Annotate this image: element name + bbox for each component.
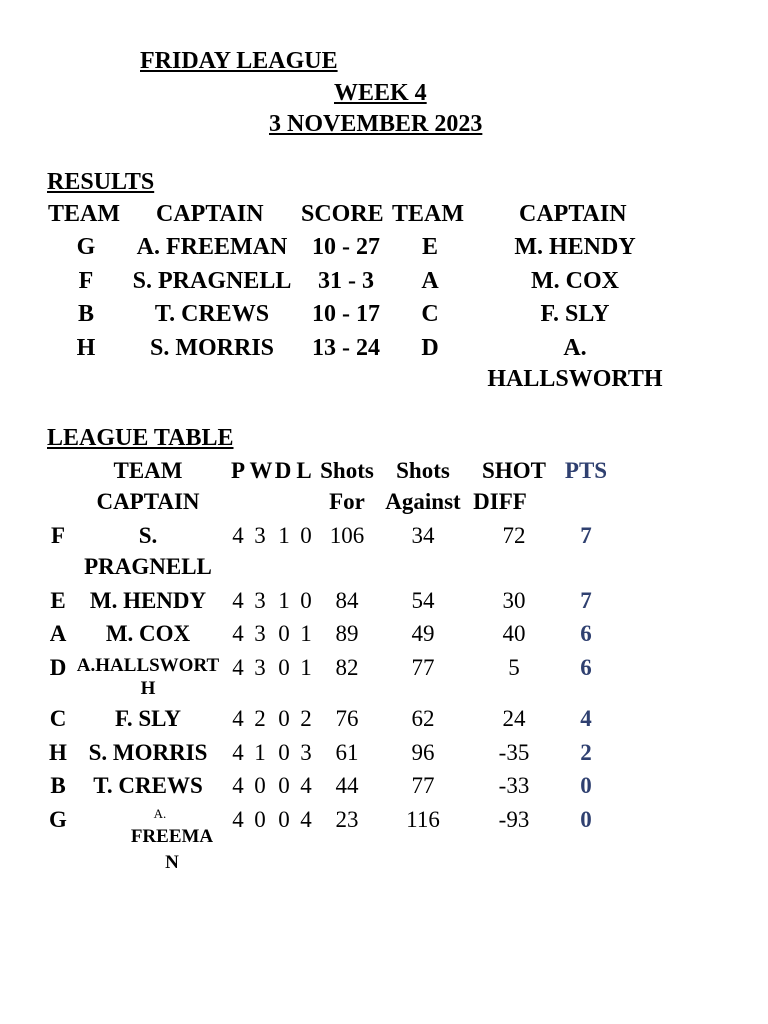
lt-shots-for: 84 [335, 588, 359, 613]
lt-shot-diff: 40 [502, 621, 526, 646]
lt-team: G [49, 807, 67, 832]
lt-col-captain: CAPTAIN [96, 489, 200, 514]
lt-team: B [50, 773, 66, 798]
lt-col-w: W [249, 458, 273, 483]
lt-col-l: L [296, 458, 312, 483]
lt-captain: F. SLY [114, 706, 182, 731]
lt-l: 3 [300, 740, 312, 765]
results-score: 10 - 17 [312, 301, 380, 327]
lt-l: 4 [300, 773, 312, 798]
lt-p: 4 [232, 588, 244, 613]
results-captain2-line2: HALLSWORTH [487, 366, 663, 392]
lt-p: 4 [232, 706, 244, 731]
results-col-team1: TEAM [48, 201, 120, 227]
results-captain2: F. SLY [540, 301, 610, 327]
lt-w: 3 [254, 588, 266, 613]
lt-col-shot-diff: SHOT [482, 458, 546, 483]
results-score: 13 - 24 [312, 335, 380, 361]
lt-pts: 6 [580, 621, 592, 646]
results-team1: H [76, 335, 96, 361]
results-col-team2: TEAM [392, 201, 464, 227]
lt-l: 4 [300, 807, 312, 832]
lt-shot-diff: 72 [502, 523, 526, 548]
lt-w: 0 [254, 807, 266, 832]
results-score: 31 - 3 [318, 268, 374, 294]
lt-w: 2 [254, 706, 266, 731]
results-captain1: A. FREEMAN [136, 234, 288, 260]
lt-w: 3 [254, 523, 266, 548]
lt-col-shots-against-2: Against [385, 489, 461, 514]
lt-p: 4 [232, 655, 244, 680]
lt-col-pts: PTS [564, 458, 608, 483]
lt-shots-for: 23 [335, 807, 359, 832]
league-title: FRIDAY LEAGUE [140, 48, 338, 74]
lt-l: 0 [300, 588, 312, 613]
lt-d: 0 [278, 655, 290, 680]
lt-captain-line3: N [165, 852, 179, 873]
lt-team: C [49, 706, 67, 731]
date-title: 3 NOVEMBER 2023 [269, 111, 483, 137]
lt-p: 4 [232, 807, 244, 832]
results-team1: F [78, 268, 94, 294]
lt-p: 4 [232, 523, 244, 548]
lt-captain: S. MORRIS [88, 740, 208, 765]
week-title: WEEK 4 [334, 80, 427, 106]
results-captain2-line1: A. [563, 335, 587, 361]
lt-pts: 7 [580, 588, 592, 613]
lt-l: 1 [300, 621, 312, 646]
lt-captain-line1: A.HALLSWORT [76, 655, 220, 676]
lt-pts: 2 [580, 740, 592, 765]
results-team1: G [76, 234, 96, 260]
lt-w: 3 [254, 655, 266, 680]
lt-captain: T. CREWS [93, 773, 203, 798]
lt-d: 0 [278, 740, 290, 765]
results-heading: RESULTS [47, 169, 155, 195]
lt-pts: 0 [580, 773, 592, 798]
lt-p: 4 [232, 621, 244, 646]
results-score: 10 - 27 [312, 234, 380, 260]
lt-pts: 4 [580, 706, 592, 731]
lt-shots-for: 44 [335, 773, 359, 798]
lt-d: 0 [278, 773, 290, 798]
lt-shot-diff: -35 [498, 740, 530, 765]
lt-shots-against: 77 [411, 655, 435, 680]
lt-captain: M. COX [105, 621, 191, 646]
results-team2: A [421, 268, 439, 294]
results-captain1: S. PRAGNELL [132, 268, 292, 294]
lt-captain: M. HENDY [89, 588, 207, 613]
lt-col-shots-against: Shots [396, 458, 450, 483]
lt-team: A [49, 621, 67, 646]
lt-shots-against: 62 [411, 706, 435, 731]
lt-shots-against: 34 [411, 523, 435, 548]
lt-shots-against: 49 [411, 621, 435, 646]
results-col-score: SCORE [301, 201, 384, 227]
lt-col-shot-diff-2: DIFF [473, 489, 527, 514]
lt-shots-for: 76 [335, 706, 359, 731]
lt-w: 1 [254, 740, 266, 765]
results-captain2: M. COX [531, 268, 619, 294]
lt-w: 0 [254, 773, 266, 798]
lt-col-p: P [230, 458, 246, 483]
lt-shots-for: 89 [335, 621, 359, 646]
lt-team: F [50, 523, 66, 548]
lt-shot-diff: 30 [502, 588, 526, 613]
lt-shots-against: 116 [406, 807, 440, 832]
lt-captain-line2: PRAGNELL [84, 554, 212, 579]
lt-l: 0 [300, 523, 312, 548]
league-table-heading: LEAGUE TABLE [47, 425, 234, 451]
lt-captain-line2: H [140, 678, 156, 699]
lt-team: D [49, 655, 67, 680]
lt-shot-diff: -33 [498, 773, 530, 798]
lt-captain-line1: A. [153, 806, 167, 821]
lt-team: E [50, 588, 66, 613]
lt-d: 0 [278, 807, 290, 832]
lt-col-shots-for: Shots [320, 458, 374, 483]
lt-shot-diff: 24 [502, 706, 526, 731]
lt-d: 0 [278, 621, 290, 646]
lt-l: 2 [300, 706, 312, 731]
lt-l: 1 [300, 655, 312, 680]
lt-shot-diff: -93 [498, 807, 530, 832]
lt-d: 1 [278, 588, 290, 613]
lt-shots-for: 61 [335, 740, 359, 765]
lt-shot-diff: 5 [508, 655, 520, 680]
lt-pts: 7 [580, 523, 592, 548]
lt-w: 3 [254, 621, 266, 646]
lt-d: 1 [278, 523, 290, 548]
lt-shots-against: 96 [411, 740, 435, 765]
lt-col-d: D [274, 458, 292, 483]
lt-shots-against: 77 [411, 773, 435, 798]
lt-p: 4 [232, 773, 244, 798]
lt-team: H [49, 740, 67, 765]
results-captain1: T. CREWS [154, 301, 270, 327]
results-captain1: S. MORRIS [149, 335, 275, 361]
lt-col-team: TEAM [113, 458, 183, 483]
lt-captain-line2: FREEMA [130, 826, 214, 847]
lt-pts: 0 [580, 807, 592, 832]
lt-d: 0 [278, 706, 290, 731]
lt-pts: 6 [580, 655, 592, 680]
results-col-captain1: CAPTAIN [156, 201, 264, 227]
results-team2: E [421, 234, 438, 260]
results-team2: D [421, 335, 439, 361]
lt-captain-line1: S. [138, 523, 158, 548]
lt-p: 4 [232, 740, 244, 765]
results-captain2: M. HENDY [514, 234, 636, 260]
lt-shots-against: 54 [411, 588, 435, 613]
lt-shots-for: 106 [329, 523, 365, 548]
results-team2: C [421, 301, 439, 327]
lt-shots-for: 82 [335, 655, 359, 680]
results-col-captain2: CAPTAIN [519, 201, 627, 227]
results-team1: B [77, 301, 94, 327]
lt-col-shots-for-2: For [329, 489, 365, 514]
